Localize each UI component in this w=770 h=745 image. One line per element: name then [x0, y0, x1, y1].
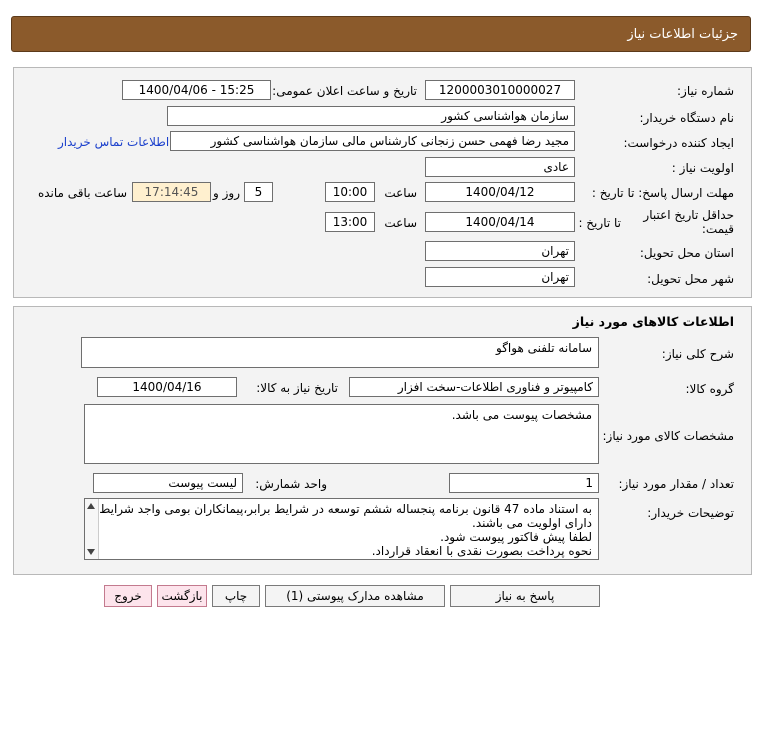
- deadline-date-field: 1400/04/12: [425, 182, 575, 202]
- creator-field: مجید رضا فهمی حسن زنجانی کارشناس مالی سازمان هواشناسی کشور: [170, 131, 575, 151]
- unit-label: واحد شمارش:: [255, 477, 327, 491]
- scroll-up-icon[interactable]: [87, 503, 95, 509]
- priority-label: اولویت نیاز :: [671, 161, 734, 175]
- deadline-time-field: 10:00: [325, 182, 375, 202]
- summary-label: شرح کلی نیاز:: [661, 347, 734, 361]
- priority-field: عادی: [425, 157, 575, 177]
- exit-button[interactable]: خروج: [104, 585, 152, 607]
- validity-time-label: ساعت: [384, 216, 417, 230]
- buyer-org-field: سازمان هواشناسی کشور: [167, 106, 575, 126]
- page-header: [11, 16, 751, 52]
- buyer-contact-link[interactable]: اطلاعات تماس خریدار: [58, 135, 170, 149]
- spec-field: مشخصات پیوست می باشد.: [84, 404, 599, 464]
- need-info-panel: [13, 67, 752, 298]
- need-number-field: 1200003010000027: [425, 80, 575, 100]
- goods-section-title: اطلاعات کالاهای مورد نیاز: [572, 314, 734, 329]
- days-field: 5: [244, 182, 273, 202]
- remaining-label: ساعت باقی مانده: [37, 186, 127, 200]
- city-field: تهران: [425, 267, 575, 287]
- remaining-time-field: 17:14:45: [132, 182, 211, 202]
- validity-to-label: تا تاریخ :: [578, 216, 621, 230]
- group-field: کامپیوتر و فناوری اطلاعات-سخت افزار: [349, 377, 599, 397]
- city-label: شهر محل تحویل:: [647, 272, 734, 286]
- qty-field: 1: [449, 473, 599, 493]
- group-label: گروه کالا:: [685, 382, 734, 396]
- spec-label: مشخصات کالای مورد نیاز:: [602, 429, 734, 443]
- days-label: روز و: [213, 186, 240, 200]
- province-field: تهران: [425, 241, 575, 261]
- attachments-button[interactable]: مشاهده مدارک پیوستی (1): [265, 585, 445, 607]
- print-button[interactable]: چاپ: [212, 585, 260, 607]
- deadline-label: مهلت ارسال پاسخ: تا تاریخ :: [591, 186, 734, 200]
- back-button[interactable]: بازگشت: [157, 585, 207, 607]
- buyer-notes-line: دارای اولویت می باشند.: [472, 516, 592, 530]
- unit-field: لیست پیوست: [93, 473, 243, 493]
- announce-label: تاریخ و ساعت اعلان عمومی:: [272, 84, 417, 98]
- deadline-time-label: ساعت: [384, 186, 417, 200]
- qty-label: تعداد / مقدار مورد نیاز:: [618, 477, 734, 491]
- buyer-notes-scrollbar[interactable]: [85, 499, 99, 559]
- buyer-notes-line: لطفا پیش فاکتور پیوست شود.: [440, 530, 592, 544]
- validity-label: حداقل تاریخ اعتبار قیمت:: [643, 208, 734, 236]
- buyer-notes-field[interactable]: [84, 498, 599, 560]
- scroll-down-icon[interactable]: [87, 549, 95, 555]
- buyer-notes-label: توضیحات خریدار:: [647, 506, 734, 520]
- buyer-org-label: نام دستگاه خریدار:: [639, 111, 734, 125]
- buyer-notes-line: به استناد ماده 47 قانون برنامه پنجساله ششم توسعه در شرایط برابر،پیمانکاران بومی واجد شرایط: [99, 502, 592, 516]
- announce-field: 1400/04/06 - 15:25: [122, 80, 271, 100]
- validity-time-field: 13:00: [325, 212, 375, 232]
- summary-field: سامانه تلفنی هواگو: [81, 337, 599, 368]
- need-number-label: شماره نیاز:: [677, 84, 734, 98]
- need-date-label: تاریخ نیاز به کالا:: [256, 381, 338, 395]
- province-label: استان محل تحویل:: [639, 246, 734, 260]
- reply-button[interactable]: پاسخ به نیاز: [450, 585, 600, 607]
- buyer-notes-line: نحوه پرداخت بصورت نقدی با انعقاد قرارداد.: [371, 544, 592, 558]
- validity-date-field: 1400/04/14: [425, 212, 575, 232]
- page-title: جزئیات اطلاعات نیاز: [627, 27, 738, 42]
- creator-label: ایجاد کننده درخواست:: [623, 136, 734, 150]
- need-date-field: 1400/04/16: [97, 377, 237, 397]
